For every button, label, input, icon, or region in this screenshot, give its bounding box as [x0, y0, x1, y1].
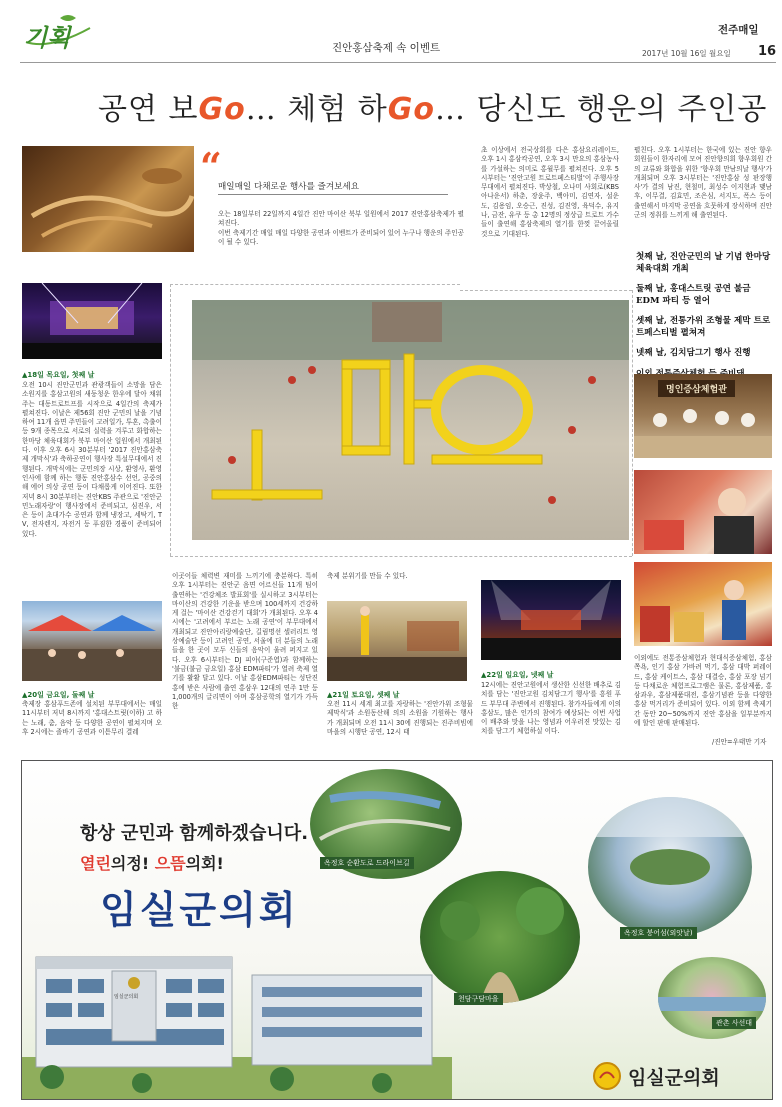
intro-para1: 오는 18일부터 22일까지 4일간 진안 마이산 북부 일원에서 2017 진안홍삼축제가 펼쳐진다. — [218, 210, 464, 228]
day3-caption: ▲21일 토요일, 셋째 날 — [327, 691, 400, 699]
mid-left-text: 이곳이들 체력변 재미를 느끼기에 충분하다. 특히 오후 1시부터는 진안군 음면 어르신들 11개 팀이 출연하는 '건강체조 발표회'를 실시하고 3시부터는 마이산의 건강한 기운을 받으며 100세까지 건강하게 걸는 '마이산 건강걷기 대회'가 개최된다. 오후 4시에는 '고려에서 부르는 노래 공연'이 부무대에서 개최되고 진안아리랑예술단, 길림명선 셀러리트 영상예술단 등이 고려인 공연, 서울에 더 분들의 노래들을 한 곳이 모두 신들의 음악이 울려 퍼지고 있다. 오후 6시부터는 DJ 피아(구준엽)과 함께하는 '불금(불금 금요일) 홍삼 EDM파티'가 열려 축제 열기를 활활 달고 있다. 이날 홍삼EDM파티는 성단진홍에 받은 사람에 출연 홍삼우 12대의 연주 1만 등 1,000개의 글리면이 아며 홍삼공학의 열기가 가득한 — [172, 572, 318, 711]
scenic-label-4: 관촌 사선대 — [712, 1017, 756, 1029]
main-event-photo — [192, 300, 629, 540]
bullet-item: 셋째 날, 전통가위 조형물 제막 트로트페스티벌 펼쳐져 — [636, 316, 771, 338]
scenic-label-2: 옥정호 붕어섬(외앗날) — [620, 927, 697, 939]
bullet-item: 첫째 날, 진안군민의 날 기념 한마당 체육대회 개최 — [636, 252, 771, 274]
ginseng-experience-hall-photo — [634, 374, 772, 458]
day2-market-photo — [22, 601, 162, 681]
advertisement — [21, 760, 773, 1100]
ad-sub-red1: 열린 — [80, 854, 111, 873]
byline: /진안=우태만 기자 — [712, 738, 767, 746]
day4-text: 12시에는 진안고원에서 생산한 신선한 배추로 김치를 담는 '진안고원 김치담그기 행사'를 흥원 푸드 부무대 주변에서 진행된다. 참가자들에게 이의 홍삼도, 많은 인가의 참여가 예상되는 이번 사업이 배추와 맛을 나는 영념과 어우러진 맛있는 김치를 담그기 체험하실 이다. — [481, 681, 621, 736]
headline-part3: … 당신도 행운의 주인공 — [434, 92, 768, 127]
header-subject: 진안홍삼축제 속 이벤트 — [332, 42, 441, 54]
ginseng-photo — [22, 146, 194, 252]
photo-frame-left — [170, 284, 171, 556]
page-number: 16 — [758, 44, 777, 59]
paper-name: 전주매일 — [718, 24, 759, 36]
section-label: 기획 — [24, 23, 71, 52]
headline-go1: Go — [198, 92, 246, 127]
ad-sub-red2: 으뜸 — [154, 854, 186, 873]
section-logo — [20, 8, 110, 52]
issue-date: 2017년 10월 16일 월요일 — [642, 49, 731, 58]
visitor-ginseng-photo — [634, 470, 772, 554]
scenic-label-3: 천담구담마을 — [454, 993, 503, 1005]
intro-subhead-rule — [218, 194, 448, 195]
quote-mark: “ — [200, 144, 222, 189]
day4-caption: ▲22일 일요일, 넷째 날 — [481, 671, 554, 679]
intro-para2: 이번 축제기간 매일 매일 다양한 공연과 이벤트가 준비되어 있어 누구나 행운의 주인공이 될 수 있다. — [218, 229, 464, 247]
bullet-item: 넷째 날, 김치담그기 행사 진행 — [636, 348, 751, 358]
ad-subslogan — [80, 851, 224, 874]
ad-logo — [592, 1059, 762, 1093]
day3-text: 오전 11시 세계 최고를 자랑하는 '진안가위 조형물 제막식'과 소원동산해 의의 소원을 기원하는 행사가 개최되며 오전 11시 30에 진행되는 진주비빔에 마을의 시행단 공연, 12시 태 — [327, 700, 473, 736]
scenic-label-1: 옥정호 순환도로 드라이브길 — [320, 857, 414, 869]
column4-text: 펼친다. 오후 1시부터는 한국에 있는 진안 향우회원들이 한자리에 모여 진안향의회 향우회원 간의 교류와 화합을 위한 '향우회 만남의날 행사'가 개최되며 오후 3시부터는 '진안홍삼 성 판장행사'가 결의 남진, 현철미, 최성수 이지현과 맺남후, 이무결, 김효민, 조은심, 서지도, 폭스 등이 출연해서 마지막 공연을 흐뭇하게 장식하며 진안군의 정취를 느끼게 해 출연된다. — [634, 146, 772, 220]
day2-text: 축제장 홍삼푸드존에 설치된 부무대에서는 매일 11시부터 저녁 8시까지 '홍대스트릿(이하) 고 하는 노래, 춤, 음악 등 다양한 공연이 펼쳐지며 오후 2시에는 졸바기 공연과 이튿무리 결레 — [22, 700, 162, 736]
building-sign: 임실군의회 — [114, 994, 139, 1000]
day2-caption: ▲20일 금요일, 둘째 날 — [22, 691, 95, 699]
summary-bullets — [636, 252, 776, 380]
headline-part2: … 체험 하 — [245, 92, 388, 127]
photo-frame-bottom — [170, 556, 632, 557]
ad-sub-black1: 의정! — [110, 854, 155, 873]
headline — [98, 84, 767, 128]
ginseng-shopping-photo — [634, 562, 772, 646]
day4-night-stage-photo — [481, 580, 621, 660]
day1-concert-photo — [22, 283, 162, 359]
photo-frame-right — [632, 290, 633, 556]
intro-subhead: 매일매일 다채로운 행사를 즐겨보세요 — [218, 182, 360, 192]
council-emblem-icon — [592, 1061, 622, 1091]
scenic-photo-2 — [588, 797, 752, 937]
scenic-photo-3 — [420, 871, 580, 1003]
right-bottom-text: 이외에도 전통증삼체험과 현대식증삼체험, 홍삼 쪽욕, 인기 홍삼 가바려 먹기, 홍삼 대박 퍼레이드, 홍삼 케이트스, 홍삼 대결승, 홍삼 포장 넘기 등 다채로운 체험프로그램은 물론, 홍삼제품, 홍삼과우, 홍삼제품대전, 홍삼기념관 등을 다양한 홍삼 먹거리가 준비되어 있다. 이외 함께 축제기간 동안 20~50%까지 진안 홍삼을 일부분까지에 할인 판매 판매된다. — [634, 654, 772, 728]
photo-frame-top-left — [170, 284, 460, 285]
column3-text: 초 이상에서 전국상회를 다은 홍삼요리레이드, 오후 1시 홍삼칵공연, 오후 3시 만요의 홍삼농사를 가설하는 의미로 홍월무를 펼쳐진다. 오후 5시부터는 '진안고원 트로트페스티벌'이 주행사장 무대에서 펼쳐진다. 박상철, 오나미 사회로(KBS 아나운서) 하춘, 장윤주, 백아미, 김연자, 설운도, 김용임, 오승근, 진성, 김진영, 육덕수, 유지나, 금잔, 유쿠 등 총 12명의 정상급 트로트 가수들이 출연해 홍삼축제의 열기를 한껏 끌어올릴 것으로 기대된다. — [481, 146, 619, 238]
ad-sub-black2: 의회! — [185, 854, 224, 873]
day3-performance-photo — [327, 601, 467, 681]
day1-text: 오전 10시 진안군민과 관광객들이 소망을 담은 소원지를 홍삼고원의 새둥청운 한우에 달아 채워주는 대동트로트프를 시작으로 4일간의 축제가 펼쳐진다. 이날은 제56회 진안 군민의 날을 기념하여 11개 읍면 주민들이 고려일가, 투혼, 촉출이 등 9개 종목으로 서로의 실력을 겨루고 화합하는 한마당 체육대회가 북부 마이산 일원에서 개최된다. 이후 오후 6시 30분부터 '2017 진안홍삼축제 개막식'과 축하공연이 행사장 특설무대에서 진행된다. 개막식에는 군민의장 시상, 환영사, 환영인사에 함께 하는 행동 진안홍삼수 선언, 공중의 해 에어 의상 공연 등이 다채롭게 이어진다. 또한 저녁 8시 30분부터는 진안KBS 주관으로 '진안군민노래자랑'이 행사장에서 준비되고, 심진우, 서은 등이 초대가수 공연과 함께 냉장고, 세탁기, TV, 전자렌지, 자전거 등 푸짐한 경품이 준비되어 있다. — [22, 381, 162, 538]
ad-council-name: 임실군의회 — [100, 888, 299, 932]
headline-go2: Go — [387, 92, 435, 127]
council-building — [22, 937, 452, 1100]
bullet-item: 둘째 날, 홍대스트릿 공연 불금 EDM 파티 등 열어 — [636, 284, 751, 306]
experience-hall-sign: 명인증삼체험관 — [658, 380, 735, 397]
headline-part1: 공연 보 — [98, 92, 199, 127]
ad-logo-name: 임실군의회 — [628, 1067, 720, 1089]
ad-slogan: 항상 군민과 함께하겠습니다. — [80, 823, 309, 844]
mid-mid-text: 축제 분위기를 만들 수 있다. — [327, 572, 408, 580]
header-rule — [20, 62, 776, 63]
photo-frame-top-right — [460, 290, 632, 291]
day1-caption: ▲18일 목요일, 첫째 날 — [22, 371, 95, 379]
